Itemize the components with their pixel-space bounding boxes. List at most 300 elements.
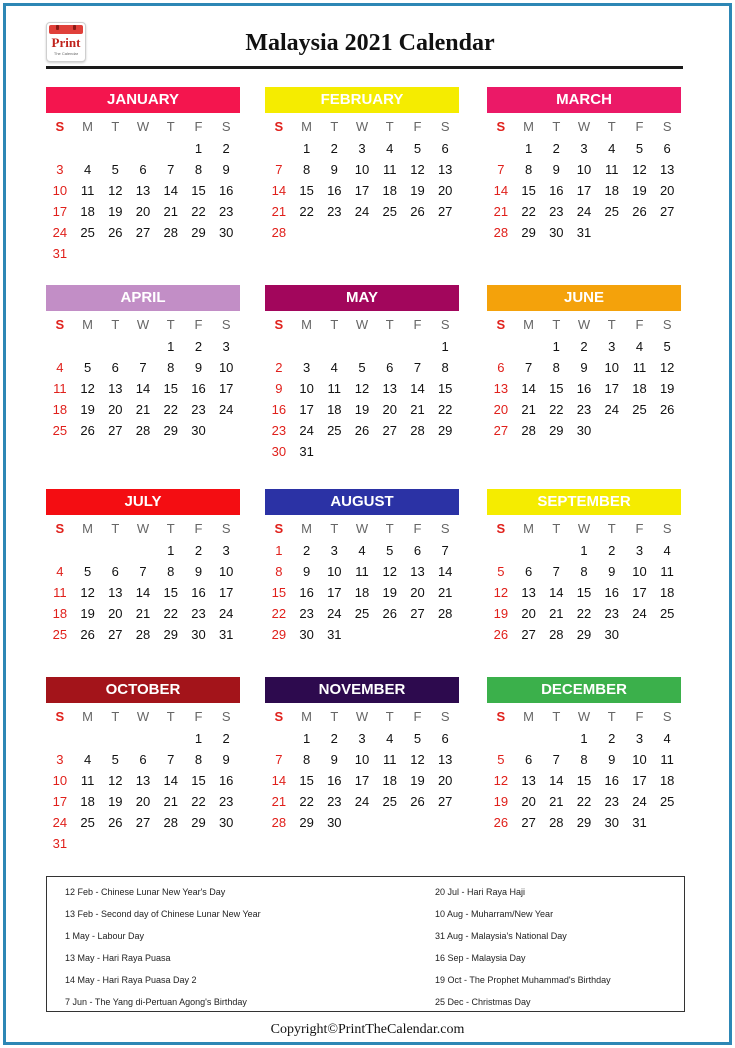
day-cell bbox=[129, 728, 157, 749]
holiday-item: 12 Feb - Chinese Lunar New Year's Day bbox=[65, 887, 226, 897]
day-cell: 5 bbox=[111, 162, 119, 177]
day-cell: 2 bbox=[222, 141, 230, 156]
week-row bbox=[487, 357, 681, 378]
weekday-label: T bbox=[552, 317, 561, 332]
day-cell bbox=[185, 833, 213, 854]
weekday-row bbox=[46, 518, 240, 540]
day-cell: 2 bbox=[608, 543, 616, 558]
day-cell: 9 bbox=[580, 360, 588, 375]
day-cell: 24 bbox=[354, 204, 370, 219]
weekday-label: T bbox=[330, 119, 339, 134]
day-cell: 30 bbox=[218, 225, 234, 240]
calendar-icon bbox=[49, 25, 83, 34]
weekday-label: S bbox=[496, 119, 506, 134]
day-cell: 5 bbox=[635, 141, 644, 156]
day-cell: 23 bbox=[191, 402, 206, 417]
day-cell: 13 bbox=[135, 773, 151, 788]
day-cell: 6 bbox=[497, 360, 505, 375]
weekday-row bbox=[46, 706, 240, 728]
day-cell: 11 bbox=[660, 752, 674, 767]
weekday-label: M bbox=[523, 119, 534, 134]
day-cell: 28 bbox=[135, 627, 151, 642]
day-cell: 13 bbox=[659, 162, 675, 177]
day-cell: 21 bbox=[271, 204, 287, 219]
day-cell: 15 bbox=[163, 585, 178, 600]
day-cell: 15 bbox=[163, 381, 178, 396]
day-cell bbox=[431, 812, 459, 833]
week-row bbox=[265, 201, 459, 222]
day-cell: 21 bbox=[437, 585, 453, 600]
week-row bbox=[265, 378, 459, 399]
day-cell bbox=[46, 540, 74, 561]
day-cell: 29 bbox=[576, 815, 592, 830]
day-cell: 14 bbox=[135, 585, 151, 600]
week-row bbox=[487, 540, 681, 561]
day-cell bbox=[157, 138, 185, 159]
month-header: APRIL bbox=[46, 285, 240, 311]
weekday-label: F bbox=[413, 709, 422, 724]
weekday-label: S bbox=[274, 521, 284, 536]
week-row bbox=[487, 791, 681, 812]
week-row bbox=[46, 728, 240, 749]
day-cell: 6 bbox=[386, 360, 394, 375]
day-cell: 14 bbox=[549, 585, 564, 600]
day-cell bbox=[404, 222, 432, 243]
day-cell: 2 bbox=[330, 141, 338, 156]
weekday-label: S bbox=[221, 119, 231, 134]
day-cell: 16 bbox=[327, 773, 342, 788]
week-row bbox=[487, 561, 681, 582]
day-cell: 17 bbox=[604, 381, 619, 396]
weekday-label: M bbox=[301, 709, 312, 724]
day-cell: 8 bbox=[441, 360, 449, 375]
week-row bbox=[265, 561, 459, 582]
day-cell: 11 bbox=[604, 162, 619, 177]
week-row bbox=[265, 624, 459, 645]
weekday-label: M bbox=[301, 317, 312, 332]
day-cell bbox=[653, 222, 681, 243]
day-cell: 3 bbox=[56, 752, 64, 767]
week-row bbox=[265, 357, 459, 378]
day-cell: 11 bbox=[660, 564, 674, 579]
day-cell: 4 bbox=[663, 731, 671, 746]
month-header: JULY bbox=[46, 489, 240, 515]
weekday-label: T bbox=[385, 521, 394, 536]
day-cell: 14 bbox=[410, 381, 425, 396]
day-cell: 26 bbox=[382, 606, 397, 621]
day-cell: 23 bbox=[218, 794, 234, 809]
week-row bbox=[46, 540, 240, 561]
day-cell: 27 bbox=[521, 627, 536, 642]
day-cell: 19 bbox=[632, 183, 647, 198]
day-cell bbox=[185, 243, 213, 264]
day-cell: 23 bbox=[327, 794, 342, 809]
day-cell bbox=[376, 222, 404, 243]
week-row bbox=[46, 791, 240, 812]
week-row bbox=[487, 399, 681, 420]
week-row bbox=[46, 561, 240, 582]
day-cell bbox=[46, 336, 74, 357]
month-december bbox=[487, 677, 681, 833]
holiday-column-right bbox=[435, 881, 735, 1013]
weekday-label: S bbox=[662, 521, 672, 536]
weekday-label: F bbox=[413, 119, 422, 134]
weekday-label: S bbox=[221, 521, 231, 536]
day-cell: 27 bbox=[437, 794, 453, 809]
weekday-label: S bbox=[221, 709, 231, 724]
weekday-label: S bbox=[662, 317, 672, 332]
day-cell: 8 bbox=[302, 162, 311, 177]
day-cell: 4 bbox=[663, 543, 671, 558]
week-row bbox=[487, 159, 681, 180]
day-cell: 25 bbox=[659, 794, 675, 809]
day-cell bbox=[653, 624, 681, 645]
week-row bbox=[487, 180, 681, 201]
weekday-label: T bbox=[166, 317, 175, 332]
day-cell: 26 bbox=[354, 423, 370, 438]
day-cell bbox=[653, 812, 681, 833]
holiday-list bbox=[46, 876, 685, 1012]
weekday-label: F bbox=[635, 521, 644, 536]
day-cell: 20 bbox=[521, 606, 536, 621]
day-cell: 5 bbox=[386, 543, 394, 558]
weekday-label: W bbox=[577, 521, 591, 536]
day-cell: 26 bbox=[80, 423, 95, 438]
day-cell: 8 bbox=[167, 564, 175, 579]
day-cell bbox=[404, 812, 432, 833]
holiday-item: 14 May - Hari Raya Puasa Day 2 bbox=[65, 975, 197, 985]
day-cell: 9 bbox=[222, 162, 230, 177]
day-cell: 31 bbox=[327, 627, 342, 642]
day-cell: 20 bbox=[410, 585, 425, 600]
day-cell: 4 bbox=[330, 360, 338, 375]
day-cell: 9 bbox=[330, 752, 338, 767]
day-cell: 1 bbox=[167, 543, 175, 558]
day-cell: 27 bbox=[108, 627, 123, 642]
day-cell: 29 bbox=[299, 815, 314, 830]
day-cell: 24 bbox=[576, 204, 592, 219]
day-cell: 30 bbox=[191, 423, 206, 438]
day-cell: 24 bbox=[218, 606, 234, 621]
day-cell: 28 bbox=[135, 423, 151, 438]
weekday-label: F bbox=[194, 119, 203, 134]
day-cell: 14 bbox=[493, 183, 509, 198]
month-header: DECEMBER bbox=[487, 677, 681, 703]
day-cell: 6 bbox=[524, 752, 533, 767]
day-cell: 23 bbox=[576, 402, 592, 417]
weekday-label: S bbox=[440, 709, 450, 724]
day-cell: 14 bbox=[163, 773, 178, 788]
day-cell: 21 bbox=[549, 794, 564, 809]
day-cell: 16 bbox=[549, 183, 564, 198]
day-cell: 3 bbox=[222, 543, 230, 558]
weekday-label: T bbox=[552, 119, 561, 134]
week-row bbox=[46, 399, 240, 420]
day-cell: 22 bbox=[576, 606, 592, 621]
weekday-label: F bbox=[194, 521, 203, 536]
day-cell: 12 bbox=[80, 381, 95, 396]
day-cell: 26 bbox=[410, 204, 425, 219]
day-cell: 4 bbox=[56, 564, 64, 579]
day-cell: 26 bbox=[108, 225, 123, 240]
weekday-label: S bbox=[274, 317, 284, 332]
weekday-label: W bbox=[577, 317, 591, 332]
day-cell: 30 bbox=[549, 225, 564, 240]
day-cell: 20 bbox=[108, 402, 123, 417]
day-cell: 20 bbox=[382, 402, 397, 417]
day-cell: 10 bbox=[632, 752, 647, 767]
day-cell: 12 bbox=[410, 162, 425, 177]
day-cell: 22 bbox=[271, 606, 287, 621]
day-cell: 25 bbox=[80, 815, 95, 830]
day-cell: 23 bbox=[604, 606, 619, 621]
day-cell: 7 bbox=[167, 752, 175, 767]
day-cell bbox=[74, 336, 102, 357]
weekday-label: W bbox=[136, 317, 150, 332]
day-cell: 2 bbox=[330, 731, 338, 746]
day-cell: 9 bbox=[608, 564, 616, 579]
day-cell: 20 bbox=[521, 794, 536, 809]
weekday-label: T bbox=[111, 521, 120, 536]
weekday-label: T bbox=[607, 521, 616, 536]
day-cell: 28 bbox=[493, 225, 509, 240]
day-cell: 29 bbox=[271, 627, 287, 642]
day-cell: 28 bbox=[437, 606, 453, 621]
day-cell: 2 bbox=[222, 731, 230, 746]
day-cell: 27 bbox=[521, 815, 536, 830]
day-cell: 13 bbox=[108, 585, 123, 600]
day-cell: 21 bbox=[135, 606, 151, 621]
day-cell bbox=[212, 420, 240, 441]
weekday-label: T bbox=[607, 709, 616, 724]
day-cell: 22 bbox=[549, 402, 564, 417]
week-row bbox=[265, 812, 459, 833]
weekday-label: M bbox=[523, 709, 534, 724]
day-cell: 17 bbox=[576, 183, 592, 198]
day-cell: 24 bbox=[299, 423, 314, 438]
day-cell: 1 bbox=[580, 731, 588, 746]
day-cell: 13 bbox=[382, 381, 397, 396]
day-cell: 10 bbox=[327, 564, 342, 579]
day-cell: 3 bbox=[580, 141, 588, 156]
day-cell: 30 bbox=[327, 815, 342, 830]
day-cell bbox=[46, 728, 74, 749]
day-cell: 6 bbox=[139, 162, 147, 177]
day-cell: 15 bbox=[521, 183, 536, 198]
weekday-label: M bbox=[82, 521, 93, 536]
day-cell: 21 bbox=[271, 794, 287, 809]
day-cell: 4 bbox=[386, 141, 394, 156]
day-cell: 10 bbox=[604, 360, 619, 375]
day-cell: 31 bbox=[632, 815, 647, 830]
day-cell bbox=[515, 540, 543, 561]
day-cell: 16 bbox=[604, 773, 619, 788]
day-cell: 20 bbox=[135, 794, 151, 809]
day-cell: 24 bbox=[327, 606, 342, 621]
day-cell bbox=[74, 540, 102, 561]
day-cell: 9 bbox=[222, 752, 230, 767]
weekday-label: T bbox=[330, 317, 339, 332]
month-header: FEBRUARY bbox=[265, 87, 459, 113]
day-cell: 11 bbox=[53, 381, 67, 396]
day-cell: 25 bbox=[327, 423, 342, 438]
day-cell bbox=[348, 222, 376, 243]
day-cell: 30 bbox=[191, 627, 206, 642]
day-cell: 9 bbox=[194, 360, 203, 375]
day-cell: 23 bbox=[604, 794, 619, 809]
day-cell: 19 bbox=[80, 606, 95, 621]
day-cell: 10 bbox=[354, 752, 370, 767]
holiday-item: 25 Dec - Christmas Day bbox=[435, 997, 531, 1007]
weekday-row bbox=[487, 706, 681, 728]
day-cell: 22 bbox=[299, 794, 314, 809]
day-cell: 13 bbox=[493, 381, 509, 396]
week-row bbox=[46, 770, 240, 791]
weekday-label: W bbox=[577, 709, 591, 724]
week-row bbox=[46, 243, 240, 264]
day-cell bbox=[348, 812, 376, 833]
day-cell: 28 bbox=[549, 627, 564, 642]
month-header: NOVEMBER bbox=[265, 677, 459, 703]
month-january bbox=[46, 87, 240, 264]
day-cell bbox=[101, 833, 129, 854]
week-row bbox=[265, 222, 459, 243]
day-cell: 13 bbox=[521, 585, 536, 600]
day-cell: 19 bbox=[493, 794, 509, 809]
day-cell bbox=[320, 441, 348, 462]
day-cell: 21 bbox=[163, 204, 178, 219]
day-cell: 23 bbox=[191, 606, 206, 621]
month-header: OCTOBER bbox=[46, 677, 240, 703]
day-cell: 17 bbox=[354, 183, 370, 198]
month-august bbox=[265, 489, 459, 645]
day-cell: 9 bbox=[608, 752, 616, 767]
day-cell: 3 bbox=[358, 141, 366, 156]
weekday-label: T bbox=[111, 317, 120, 332]
weekday-label: T bbox=[111, 119, 120, 134]
page-title: Malaysia 2021 Calendar bbox=[245, 30, 495, 56]
day-cell: 9 bbox=[552, 162, 560, 177]
day-cell: 3 bbox=[358, 731, 366, 746]
day-cell: 14 bbox=[549, 773, 564, 788]
day-cell bbox=[129, 540, 157, 561]
day-cell bbox=[46, 138, 74, 159]
weekday-label: S bbox=[662, 709, 672, 724]
day-cell: 6 bbox=[441, 731, 449, 746]
weekday-label: T bbox=[385, 317, 394, 332]
week-row bbox=[487, 770, 681, 791]
day-cell: 1 bbox=[302, 141, 311, 156]
day-cell bbox=[431, 441, 459, 462]
week-row bbox=[265, 399, 459, 420]
day-cell: 27 bbox=[437, 204, 453, 219]
day-cell: 15 bbox=[191, 773, 206, 788]
day-cell: 18 bbox=[52, 402, 68, 417]
day-cell: 17 bbox=[299, 402, 314, 417]
day-cell: 26 bbox=[410, 794, 425, 809]
day-cell: 31 bbox=[576, 225, 592, 240]
week-row bbox=[46, 222, 240, 243]
weekday-label: T bbox=[330, 521, 339, 536]
day-cell: 11 bbox=[327, 381, 342, 396]
weekday-label: W bbox=[136, 521, 150, 536]
weekday-label: T bbox=[607, 317, 616, 332]
weekday-row bbox=[487, 116, 681, 138]
month-october bbox=[46, 677, 240, 854]
day-cell: 3 bbox=[635, 731, 644, 746]
day-cell: 7 bbox=[552, 564, 560, 579]
day-cell bbox=[129, 336, 157, 357]
day-cell bbox=[487, 138, 515, 159]
day-cell: 18 bbox=[604, 183, 619, 198]
day-cell: 5 bbox=[663, 339, 671, 354]
day-cell: 14 bbox=[271, 183, 287, 198]
day-cell: 15 bbox=[576, 773, 592, 788]
day-cell: 27 bbox=[410, 606, 425, 621]
day-cell bbox=[157, 833, 185, 854]
day-cell bbox=[157, 243, 185, 264]
day-cell: 8 bbox=[194, 162, 203, 177]
day-cell: 8 bbox=[167, 360, 175, 375]
day-cell: 25 bbox=[604, 204, 619, 219]
day-cell: 17 bbox=[632, 585, 647, 600]
day-cell: 4 bbox=[56, 360, 64, 375]
day-cell: 2 bbox=[580, 339, 588, 354]
day-cell: 29 bbox=[191, 815, 206, 830]
day-cell: 10 bbox=[299, 381, 314, 396]
day-cell bbox=[626, 420, 654, 441]
day-cell: 20 bbox=[108, 606, 123, 621]
day-cell: 25 bbox=[659, 606, 675, 621]
day-cell: 14 bbox=[163, 183, 178, 198]
day-cell bbox=[404, 336, 432, 357]
day-cell: 3 bbox=[635, 543, 644, 558]
day-cell: 22 bbox=[299, 204, 314, 219]
day-cell: 25 bbox=[52, 627, 68, 642]
day-cell: 1 bbox=[194, 731, 203, 746]
copyright: Copyright©PrintTheCalendar.com bbox=[270, 1022, 465, 1037]
day-cell: 6 bbox=[441, 141, 449, 156]
weekday-label: M bbox=[82, 317, 93, 332]
day-cell: 2 bbox=[302, 543, 311, 558]
weekday-label: S bbox=[440, 317, 450, 332]
week-row bbox=[46, 201, 240, 222]
day-cell: 28 bbox=[163, 225, 178, 240]
day-cell bbox=[598, 420, 626, 441]
day-cell bbox=[101, 728, 129, 749]
weekday-row bbox=[487, 314, 681, 336]
day-cell: 15 bbox=[271, 585, 287, 600]
day-cell: 12 bbox=[493, 773, 509, 788]
weekday-row bbox=[265, 314, 459, 336]
day-cell: 1 bbox=[524, 141, 533, 156]
day-cell: 5 bbox=[413, 731, 422, 746]
weekday-label: T bbox=[330, 709, 339, 724]
day-cell bbox=[212, 833, 240, 854]
month-header: MARCH bbox=[487, 87, 681, 113]
day-cell: 20 bbox=[437, 183, 453, 198]
week-row bbox=[265, 770, 459, 791]
day-cell bbox=[487, 336, 515, 357]
weekday-row bbox=[265, 518, 459, 540]
day-cell: 26 bbox=[632, 204, 647, 219]
day-cell: 12 bbox=[354, 381, 370, 396]
day-cell bbox=[293, 222, 321, 243]
day-cell: 18 bbox=[327, 402, 342, 417]
weekday-label: S bbox=[440, 119, 450, 134]
day-cell: 30 bbox=[218, 815, 234, 830]
day-cell: 1 bbox=[580, 543, 588, 558]
